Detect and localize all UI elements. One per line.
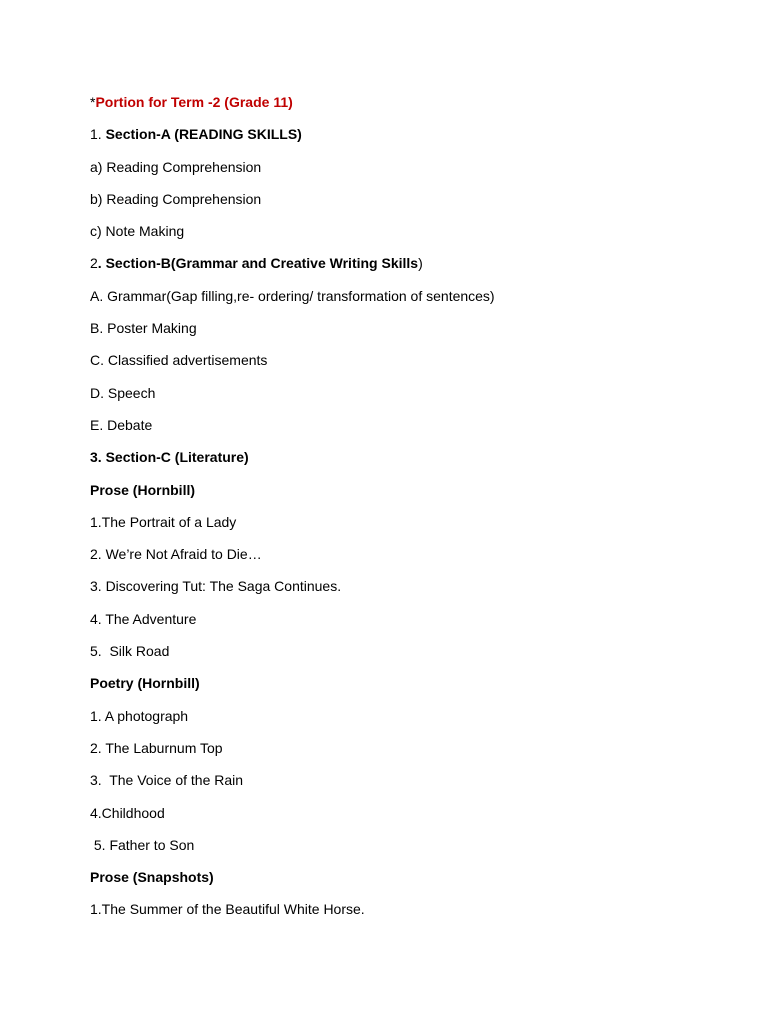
section-b-heading (90, 253, 730, 285)
list-item: 4.Childhood (90, 804, 165, 821)
list-item: 3. Discovering Tut: The Saga Continues. (90, 578, 342, 595)
section-c-heading: 3. Section-C (Literature) (90, 449, 249, 466)
prose-hornbill-heading: Prose (Hornbill) (90, 481, 196, 498)
list-item: c) Note Making (90, 223, 185, 240)
document-title (90, 92, 730, 124)
section-a-heading (90, 124, 730, 156)
list-item: 3. The Voice of the Rain (90, 772, 244, 789)
prose-snapshots-heading: Prose (Snapshots) (90, 869, 214, 886)
list-item: 5. Silk Road (90, 643, 170, 660)
title-text: Portion for Term -2 (Grade 11) (95, 94, 293, 110)
list-item: 4. The Adventure (90, 610, 197, 627)
list-item: A. Grammar(Gap filling,re- ordering/ transformation of sentences) (90, 287, 495, 304)
list-item: 2. We’re Not Afraid to Die… (90, 546, 262, 563)
title-asterisk: * (90, 94, 96, 110)
section-b-title: . Section-B(Grammar and Creative Writing Skills (97, 255, 419, 272)
list-item: 1.The Portrait of a Lady (90, 513, 237, 530)
list-item: b) Reading Comprehension (90, 190, 262, 207)
list-item: B. Poster Making (90, 320, 197, 337)
list-item: 5. Father to Son (90, 836, 195, 853)
section-b-closing: ) (418, 255, 423, 272)
section-a-number: 1. (90, 126, 106, 143)
poetry-hornbill-heading: Poetry (Hornbill) (90, 675, 200, 692)
list-item: D. Speech (90, 384, 156, 401)
section-a-title: Section-A (READING SKILLS) (105, 126, 302, 143)
list-item: 2. The Laburnum Top (90, 739, 223, 756)
document-body (90, 92, 730, 932)
list-item: a) Reading Comprehension (90, 158, 262, 175)
list-item: 1.The Summer of the Beautiful White Horse. (90, 901, 365, 918)
list-item: E. Debate (90, 416, 153, 433)
list-item: 1. A photograph (90, 707, 189, 724)
section-b-number: 2 (90, 255, 98, 272)
list-item: C. Classified advertisements (90, 352, 268, 369)
